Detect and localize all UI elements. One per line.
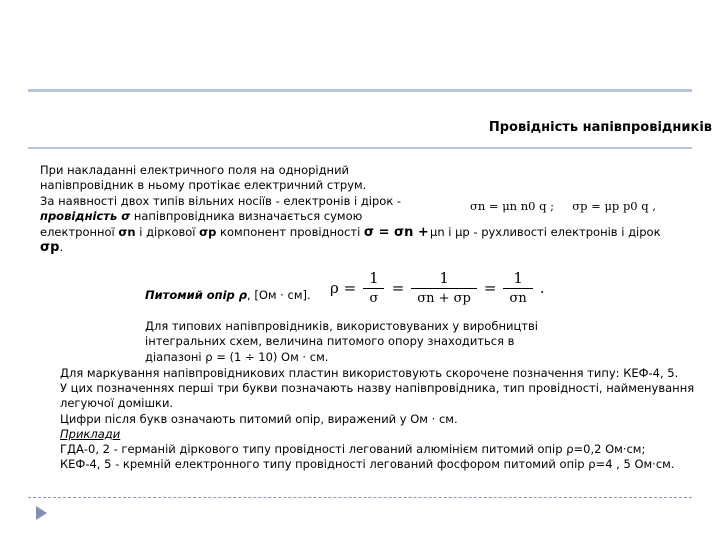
title-divider xyxy=(28,147,692,149)
example-1: ГДА-0, 2 - германій діркового типу провідності легований алюмінієм питомий опір ρ=0,2 Ом·см; xyxy=(60,442,646,457)
component-formulas xyxy=(470,199,656,213)
conductivity-term: провідність σ xyxy=(40,209,131,224)
fraction-3: $\frac{1}{\sigma n}$ xyxy=(503,268,532,309)
intro-text xyxy=(40,163,440,255)
marking-p1: Для маркування напівпровідникових пластин використовують скорочене позначення типу: КЕФ-4, 5. xyxy=(60,366,679,380)
sigma-p: σp xyxy=(199,224,217,239)
resistivity-formula: ρ = $\frac{1}{\sigma}$ = $\frac{1}{\sigma n + \sigma p}$ = $\frac{1}{\sigma n}$ . xyxy=(330,263,545,313)
mobility-note: μn і μp - рухливості електронів і дірок xyxy=(430,225,661,239)
marking-p2: У цих позначеннях перші три букви позначають назву напівпровідника, тип провідності, найменування легуючої домішки. xyxy=(60,381,695,411)
top-divider xyxy=(28,89,692,92)
examples-heading: Приклади xyxy=(60,426,121,441)
sigma-n-formula: σn = μn n0 q ; xyxy=(470,199,555,213)
marking-p3: Цифри після букв означають питомий опір, виражений у Ом · см. xyxy=(60,411,458,426)
marking-text xyxy=(60,366,700,472)
resistivity-term: Питомий опір ρ xyxy=(145,288,248,302)
intro-line2: За наявності двох типів вільних носіїв - електронів і дірок - провідність σ напівпровідника визначається сумою електронної σn і діркової σp компонент провідності σ = σn + σp. xyxy=(40,193,429,256)
typical-resistivity-text: Для типових напівпровідників, використовуваних у виробництві інтегральних схем, величина питомого опору знаходиться в діапазоні ρ = (1 ÷ 10) Ом · см. xyxy=(145,319,538,364)
fraction-1: $\frac{1}{\sigma}$ xyxy=(363,268,385,309)
example-2: КЕФ-4, 5 - кремній електронного типу провідності легований фосфором питомий опір ρ=4 , 5 Ом·см. xyxy=(60,457,675,472)
resistivity-label: Питомий опір ρ, [Ом · см]. xyxy=(145,288,311,302)
triangle-bullet-icon xyxy=(36,506,47,520)
sigma-n: σn xyxy=(118,224,136,239)
fraction-2: $\frac{1}{\sigma n + \sigma p}$ xyxy=(411,268,477,309)
sigma-p-formula: σp = μp p0 q , xyxy=(572,199,656,213)
sum-formula: σ = σn + σp xyxy=(40,224,429,256)
slide-title: Провідність напівпровідників xyxy=(488,120,712,135)
rho-lhs: ρ = xyxy=(330,279,357,297)
intro-line1: При накладанні електричного поля на однорідний напівпровідник в ньому протікає електричний струм. xyxy=(40,163,367,193)
bottom-dashed-divider xyxy=(28,497,692,498)
